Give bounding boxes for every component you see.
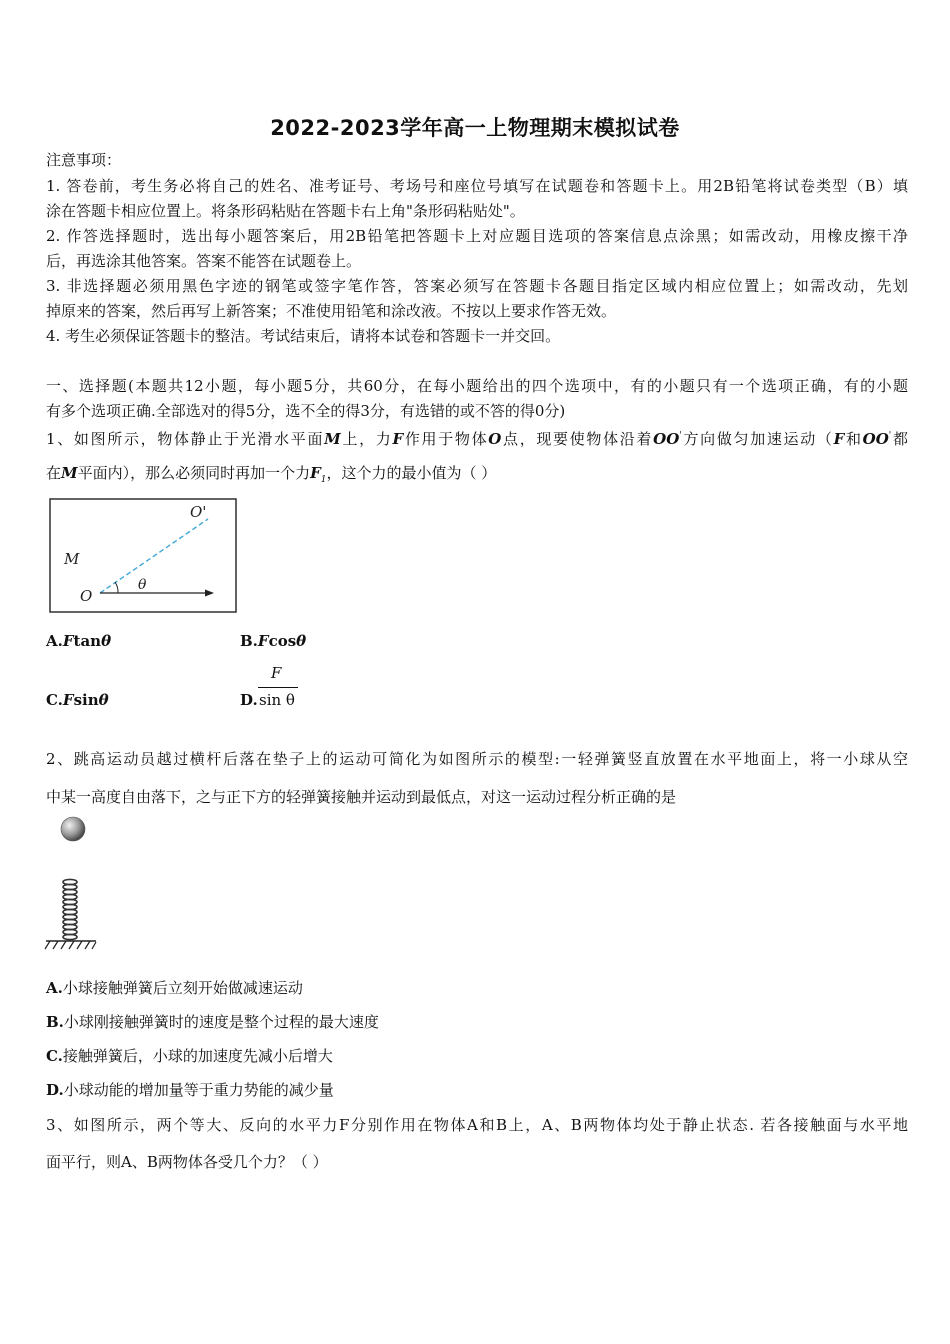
question-3-text-cont: 面平行，则A、B两物体各受几个力？（ ）: [46, 1153, 328, 1171]
label-M: M: [64, 550, 80, 568]
label-theta: θ: [138, 577, 147, 593]
notice-item-1-cont: 涂在答题卡相应位置上。将条形码粘贴在答题卡右上角"条形码粘贴处"。: [46, 202, 525, 220]
fraction-numerator: F: [271, 664, 282, 682]
q1-option-d-fraction: [258, 664, 298, 712]
question-2-figure: [44, 814, 100, 954]
q2-option-a: A.小球接触弹簧后立刻开始做减速运动: [46, 979, 303, 997]
section-instructions: 一、选择题(本题共12小题，每小题5分，共60分，在每小题给出的四个选项中，有的小题只有一个选项正确，有的小题: [46, 377, 908, 395]
notice-item-1: 1. 答卷前，考生务必将自己的姓名、准考证号、考场号和座位号填写在试题卷和答题卡上。用2B铅笔将试卷类型（B）填: [46, 177, 908, 195]
section-instructions-cont: 有多个选项正确.全部选对的得5分，选不全的得3分，有选错的或不答的得0分): [46, 402, 566, 420]
question-2-text: 2、跳高运动员越过横杆后落在垫子上的运动可简化为如图所示的模型:一轻弹簧竖直放置在水平地面上，将一小球从空: [46, 750, 908, 768]
q2-option-c: C.接触弹簧后，小球的加速度先减小后增大: [46, 1047, 333, 1065]
question-1-text: 1、如图所示，物体静止于光滑水平面M上，力F作用于物体O点，现要使物体沿着OO'方向做匀加速运动（F和OO'都: [46, 430, 908, 448]
page-title: 2022-2023学年高一上物理期末模拟试卷: [270, 116, 680, 140]
label-O-prime: O': [190, 503, 207, 521]
q2-option-b: B.小球刚接触弹簧时的速度是整个过程的最大速度: [46, 1013, 379, 1031]
ball: [61, 817, 85, 841]
q1-option-d: D.: [240, 691, 258, 709]
notice-item-4: 4. 考生必须保证答题卡的整洁。考试结束后，请将本试卷和答题卡一并交回。: [46, 327, 561, 345]
spring: [63, 879, 77, 939]
q1-option-a: A.Ftanθ: [46, 632, 112, 650]
oo-prime-line: [100, 519, 208, 593]
q1-option-b: B.Fcosθ: [240, 632, 307, 650]
question-2-text-cont: 中某一高度自由落下，之与正下方的轻弹簧接触并运动到最低点，对这一运动过程分析正确的是: [46, 788, 677, 806]
fraction-bar: [258, 687, 298, 688]
q1-option-c: C.Fsinθ: [46, 691, 109, 709]
notice-item-2: 2. 作答选择题时，选出每小题答案后，用2B铅笔把答题卡上对应题目选项的答案信息点涂黑；如需改动，用橡皮擦干净: [46, 227, 908, 245]
angle-arc: [115, 582, 118, 593]
question-3-text: 3、如图所示，两个等大、反向的水平力F分别作用在物体A和B上，A、B两物体均处于静止状态. 若各接触面与水平地: [46, 1116, 908, 1134]
question-1-figure: [48, 497, 240, 615]
notice-item-2-cont: 后，再选涂其他答案。答案不能答在试题卷上。: [46, 252, 362, 270]
label-O: O: [80, 587, 93, 605]
notice-item-3-cont: 掉原来的答案，然后再写上新答案；不准使用铅笔和涂改液。不按以上要求作答无效。: [46, 302, 617, 320]
force-arrow-head: [205, 590, 214, 597]
notice-item-3: 3. 非选择题必须用黑色字迹的钢笔或签字笔作答，答案必须写在答题卡各题目指定区域内相应位置上；如需改动，先划: [46, 277, 908, 295]
ground-hatch: [45, 941, 96, 949]
notice-heading: 注意事项：: [46, 151, 122, 169]
question-1-text-cont: 在M平面内），那么必须同时再加一个力$F_1$，这个力的最小值为（ ）: [46, 464, 497, 485]
fraction-denominator: sin θ: [259, 691, 295, 709]
q2-option-d: D.小球动能的增加量等于重力势能的减少量: [46, 1081, 334, 1099]
